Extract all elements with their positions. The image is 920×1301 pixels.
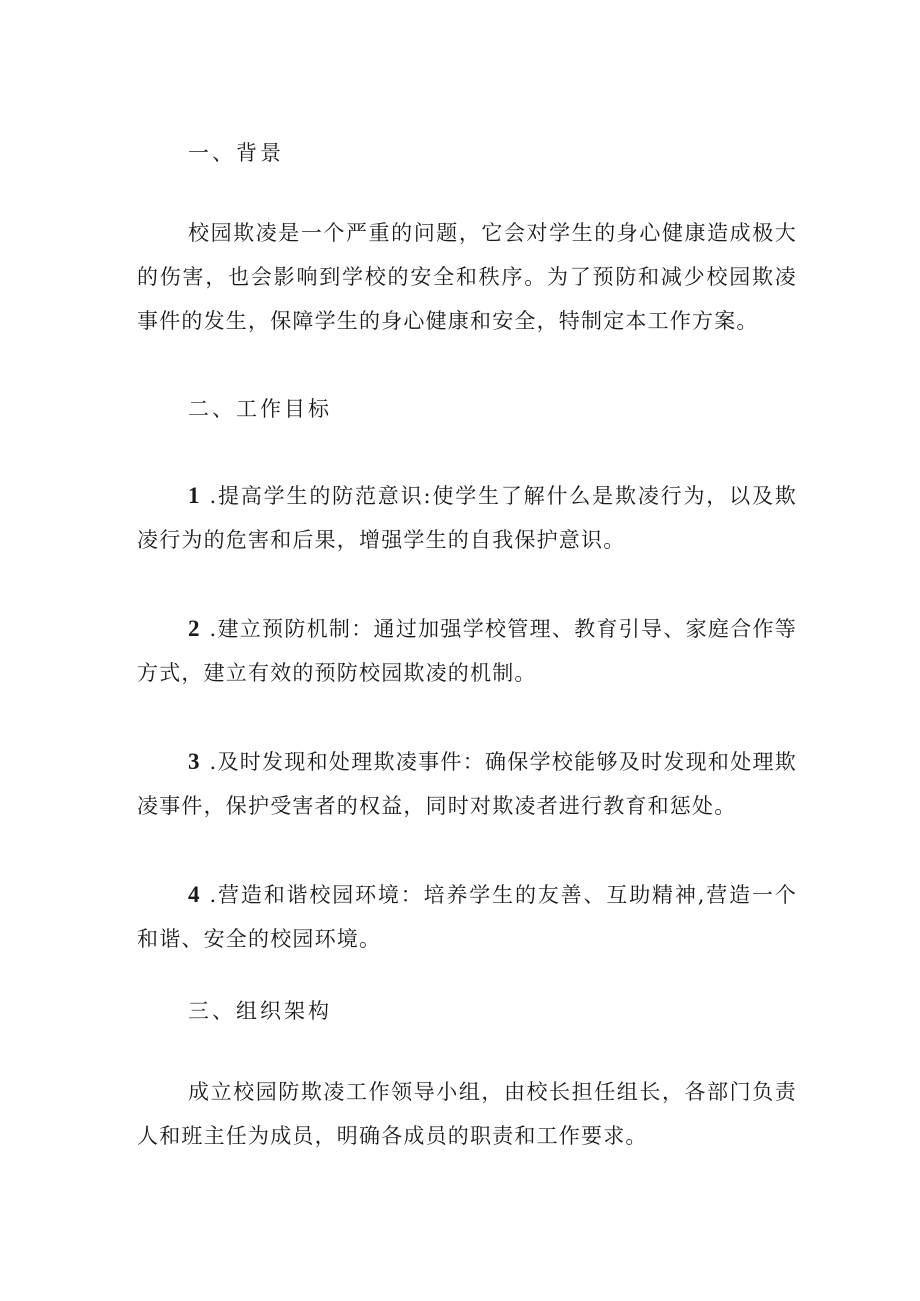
goal-number: 1 (188, 483, 200, 508)
goal-text: .营造和谐校园环境：培养学生的友善、互助精神,营造一个和谐、安全的校园环境。 (137, 883, 797, 951)
section-heading-goals: 二、工作目标 (188, 397, 332, 421)
goal-item-3 (137, 740, 797, 828)
paragraph-organization: 成立校园防欺凌工作领导小组，由校长担任组长，各部门负责人和班主任为成员，明确各成员的职责和工作要求。 (137, 1080, 797, 1148)
goal-number: 3 (188, 749, 200, 774)
goal-number: 4 (188, 882, 200, 907)
goal-item-1 (137, 474, 797, 562)
section-heading-background: 一、背景 (188, 141, 284, 165)
goal-text: .提高学生的防范意识:使学生了解什么是欺凌行为，以及欺凌行为的危害和后果，增强学生的自我保护意识。 (137, 484, 797, 552)
goal-item-2 (137, 607, 797, 695)
paragraph-background: 校园欺凌是一个严重的问题，它会对学生的身心健康造成极大的伤害，也会影响到学校的安全和秩序。为了预防和减少校园欺凌事件的发生，保障学生的身心健康和安全，特制定本工作方案。 (137, 221, 797, 333)
goal-text: .及时发现和处理欺凌事件：确保学校能够及时发现和处理欺凌事件，保护受害者的权益，同时对欺凌者进行教育和惩处。 (137, 750, 797, 818)
goal-text: .建立预防机制：通过加强学校管理、教育引导、家庭合作等方式，建立有效的预防校园欺凌的机制。 (137, 617, 797, 685)
section-heading-organization: 三、组织架构 (188, 999, 332, 1023)
goal-number: 2 (188, 616, 200, 641)
goal-item-4 (137, 873, 797, 961)
